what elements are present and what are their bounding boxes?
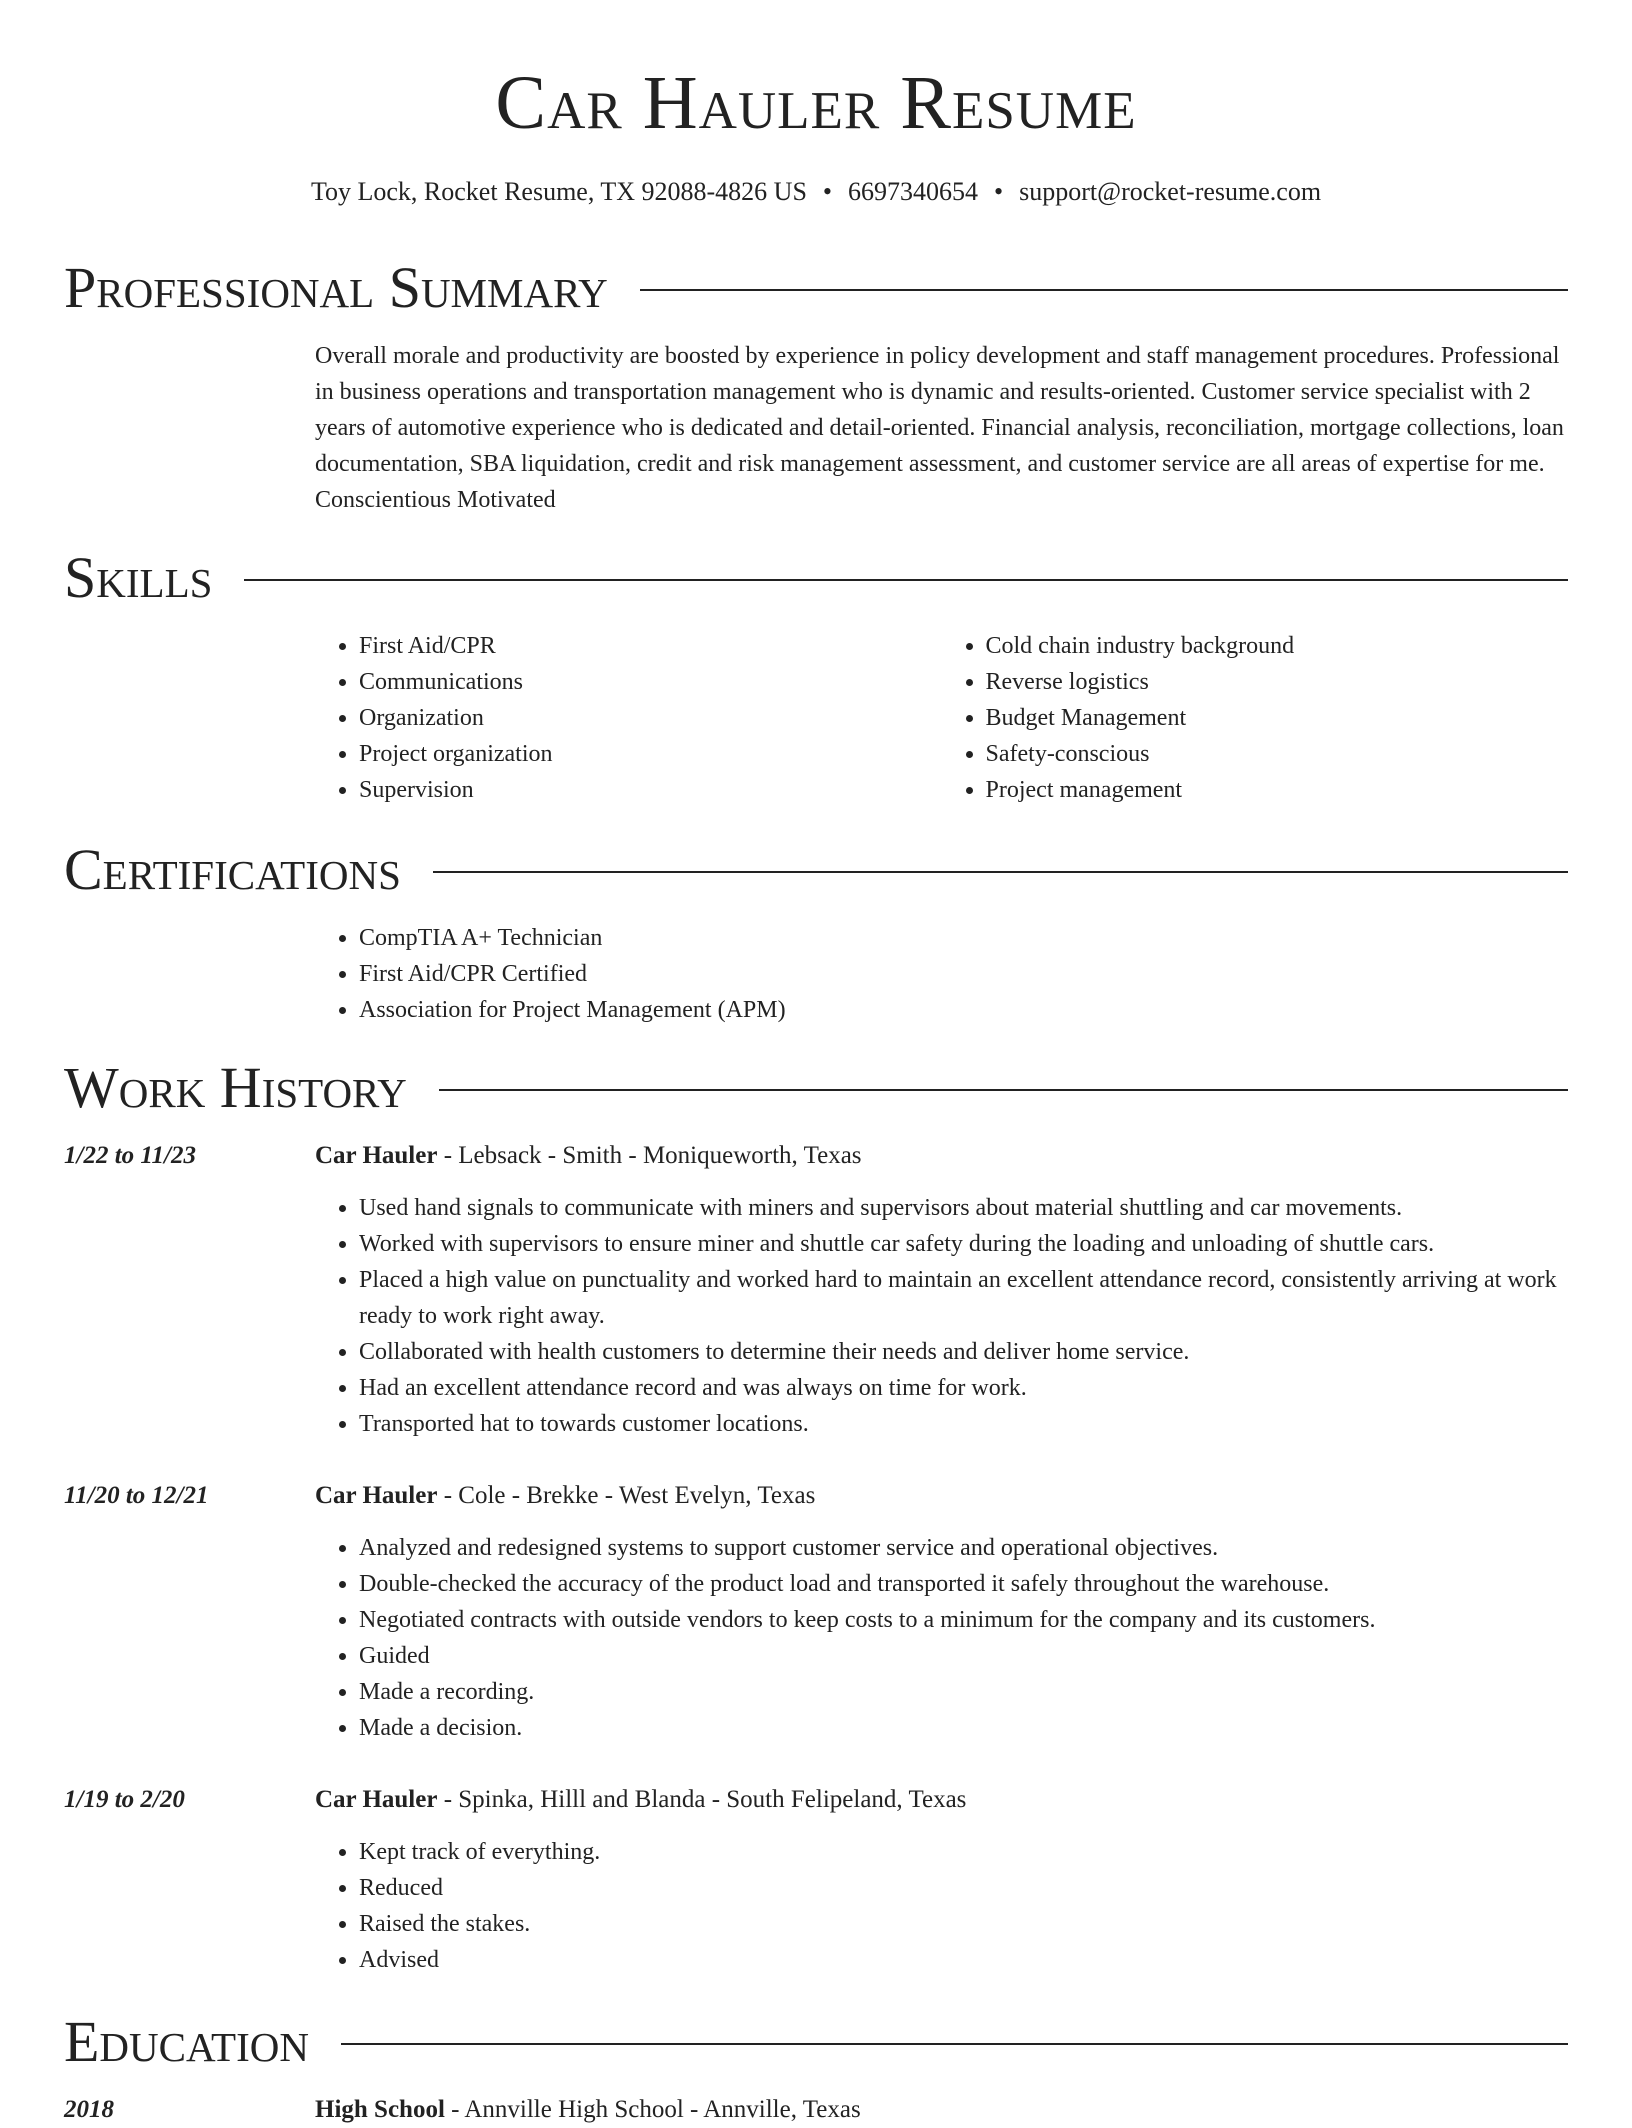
duty-item: • Kept track of everything. [359, 1834, 1612, 1870]
skills-column-right [942, 628, 1569, 808]
section-header-education [64, 2010, 1568, 2074]
skill-item: • Project organization [359, 736, 942, 772]
work-heading [315, 1782, 966, 1818]
work-employer: - Lebsack - Smith - Moniqueworth, Texas [437, 1142, 862, 1169]
section-divider [640, 289, 1568, 291]
certifications-list [315, 920, 1568, 1028]
contact-email: support@rocket-resume.com [1019, 177, 1322, 206]
contact-separator: • [822, 177, 833, 206]
section-title-summary: Professional Summary [64, 255, 608, 320]
duty-item: • Made a recording. [359, 1674, 1612, 1710]
duty-item: • Made a decision. [359, 1710, 1612, 1746]
duty-item: • Worked with supervisors to ensure miner and shuttle car safety during the loading and unloading of shuttle cars. [359, 1226, 1612, 1262]
section-divider [433, 871, 1568, 873]
skills-list [315, 628, 1568, 808]
work-dates: 1/19 to 2/20 [64, 1786, 185, 1813]
section-header-summary [64, 256, 1568, 320]
section-header-certifications [64, 838, 1568, 902]
section-title-skills: Skills [64, 545, 213, 610]
work-dates: 1/22 to 11/23 [64, 1142, 196, 1169]
certification-item: • First Aid/CPR Certified [359, 956, 1568, 992]
work-dates: 11/20 to 12/21 [64, 1482, 209, 1509]
skill-item: • Cold chain industry background [986, 628, 1569, 664]
work-heading [315, 1138, 862, 1174]
section-title-work-history: Work History [64, 1055, 407, 1120]
education-school: - Annville High School - Annville, Texas [444, 2096, 861, 2123]
skill-item: • Project management [986, 772, 1569, 808]
work-duties [315, 1190, 1612, 1442]
duty-item: • Advised [359, 1942, 1612, 1978]
summary-text: Overall morale and productivity are boosted by experience in policy development and staff management procedures. Professional in business operations and transportation management who is dynamic and results-oriented. Customer service specialist with 2 years of automotive experience who is dedicated and detail-oriented. Financial analysis, reconciliation, mortgage collections, loan documentation, SBA liquidation, credit and risk management assessment, and customer service are all areas of expertise for me. Conscientious Motivated [315, 343, 1564, 513]
contact-separator: • [994, 177, 1004, 206]
duty-item: • Used hand signals to communicate with miners and supervisors about material shuttling and car movements. [359, 1190, 1612, 1226]
skill-item: • Organization [359, 700, 942, 736]
contact-address: Toy Lock, Rocket Resume, TX 92088-4826 US [310, 177, 807, 206]
resume-title: Car Hauler Resume [495, 61, 1137, 145]
section-divider [244, 579, 1568, 581]
education-heading [315, 2092, 861, 2128]
duty-item: • Analyzed and redesigned systems to support customer service and operational objectives. [359, 1530, 1612, 1566]
work-employer: - Cole - Brekke - West Evelyn, Texas [437, 1482, 816, 1509]
duty-item: • Raised the stakes. [359, 1906, 1612, 1942]
section-divider [341, 2043, 1568, 2045]
work-employer: - Spinka, Hilll and Blanda - South Felipeland, Texas [437, 1786, 967, 1813]
contact-phone: 6697340654 [848, 177, 979, 206]
skill-item: • Safety-conscious [986, 736, 1569, 772]
duty-item: • Collaborated with health customers to determine their needs and deliver home service. [359, 1334, 1612, 1370]
section-title-education: Education [64, 2009, 309, 2074]
duty-item: • Negotiated contracts with outside vendors to keep costs to a minimum for the company and its customers. [359, 1602, 1612, 1638]
certification-item: • CompTIA A+ Technician [359, 920, 1568, 956]
education-degree: High School [315, 2096, 445, 2123]
section-divider [439, 1089, 1568, 1091]
duty-item: • Double-checked the accuracy of the product load and transported it safely throughout the warehouse. [359, 1566, 1612, 1602]
work-role: Car Hauler [315, 1142, 438, 1169]
duty-item: • Guided [359, 1638, 1612, 1674]
section-title-certifications: Certifications [64, 837, 401, 902]
work-duties [315, 1834, 1612, 1978]
work-role: Car Hauler [315, 1786, 438, 1813]
skill-item: • Budget Management [986, 700, 1569, 736]
skill-item: • First Aid/CPR [359, 628, 942, 664]
work-duties [315, 1530, 1612, 1746]
work-heading [315, 1478, 815, 1514]
certification-item: • Association for Project Management (APM) [359, 992, 1568, 1028]
skills-column-left [315, 628, 942, 808]
duty-item: • Transported hat to towards customer locations. [359, 1406, 1612, 1442]
skill-item: • Communications [359, 664, 942, 700]
duty-item: • Placed a high value on punctuality and worked hard to maintain an excellent attendance record, consistently arriving at work ready to work right away. [359, 1262, 1612, 1334]
skill-item: • Supervision [359, 772, 942, 808]
contact-line [0, 174, 1632, 210]
section-header-skills [64, 546, 1568, 610]
section-header-work-history [64, 1056, 1568, 1120]
duty-item: • Had an excellent attendance record and was always on time for work. [359, 1370, 1612, 1406]
education-dates: 2018 [64, 2096, 114, 2123]
work-role: Car Hauler [315, 1482, 438, 1509]
skill-item: • Reverse logistics [986, 664, 1569, 700]
duty-item: • Reduced [359, 1870, 1612, 1906]
